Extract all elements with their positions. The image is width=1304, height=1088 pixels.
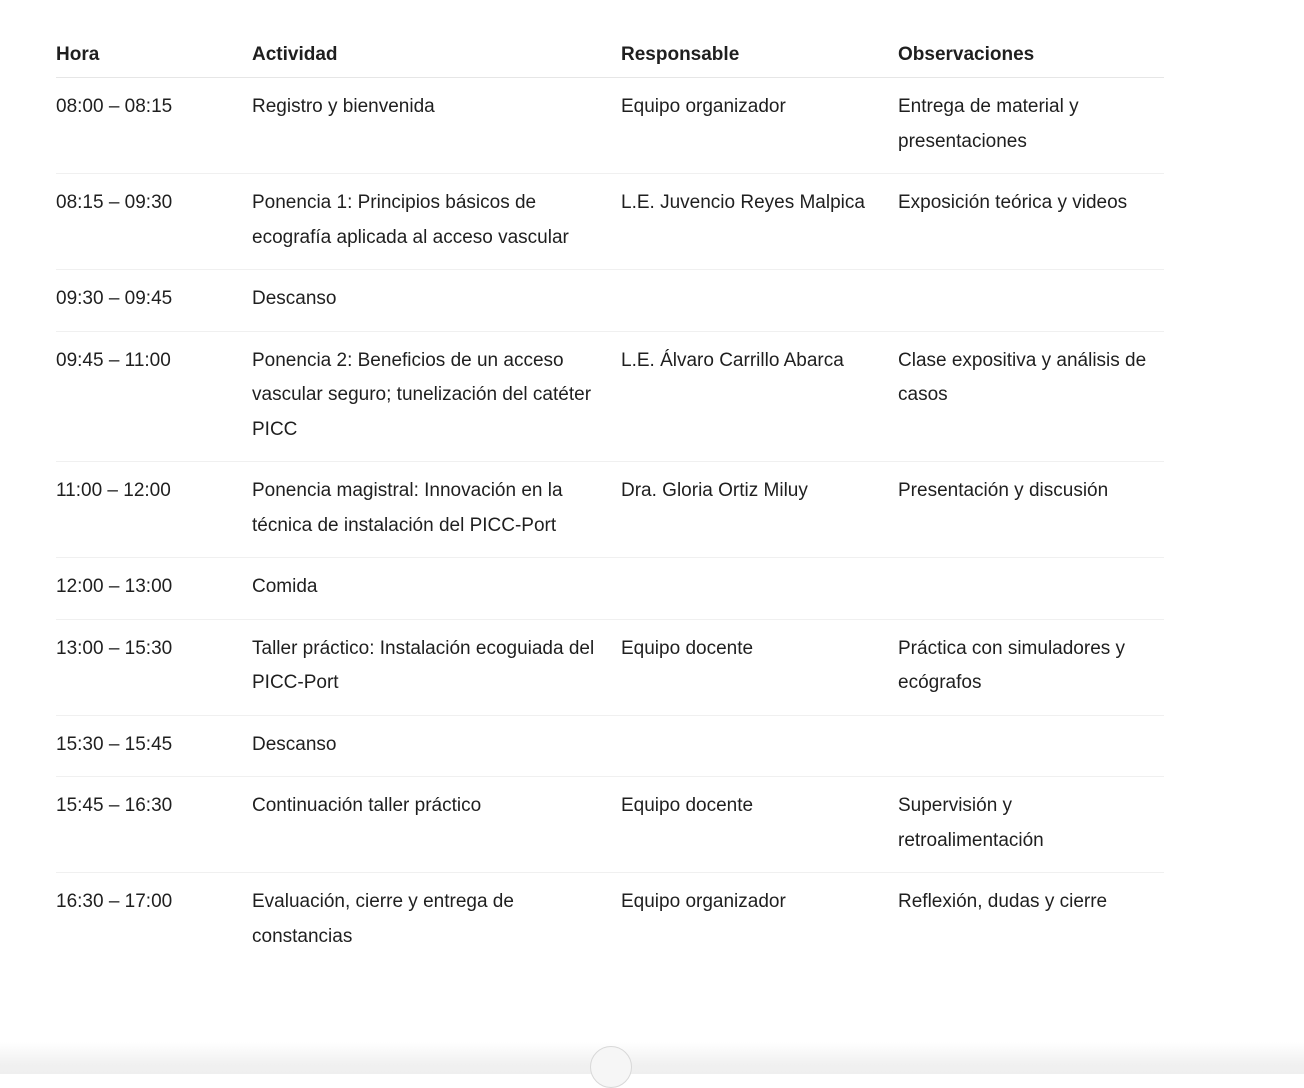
cell-observaciones: Presentación y discusión: [898, 462, 1164, 558]
cell-observaciones: Supervisión y retroalimentación: [898, 777, 1164, 873]
table-row: [56, 462, 1164, 558]
scroll-to-bottom-button[interactable]: [590, 1046, 632, 1088]
cell-actividad: Descanso: [252, 270, 621, 332]
table-row: [56, 558, 1164, 620]
cell-observaciones: Práctica con simuladores y ecógrafos: [898, 619, 1164, 715]
cell-hora: 11:00 – 12:00: [56, 462, 252, 558]
cell-hora: 09:30 – 09:45: [56, 270, 252, 332]
header-hora: Hora: [56, 36, 252, 78]
table-row: [56, 331, 1164, 462]
table-row: [56, 270, 1164, 332]
table-row: [56, 78, 1164, 174]
header-observaciones: Observaciones: [898, 36, 1164, 78]
cell-actividad: Continuación taller práctico: [252, 777, 621, 873]
cell-hora: 12:00 – 13:00: [56, 558, 252, 620]
cell-actividad: Ponencia 1: Principios básicos de ecografía aplicada al acceso vascular: [252, 174, 621, 270]
cell-actividad: Descanso: [252, 715, 621, 777]
cell-actividad: Registro y bienvenida: [252, 78, 621, 174]
table-header: [56, 36, 1164, 78]
cell-responsable: Equipo organizador: [621, 78, 898, 174]
cell-responsable: Dra. Gloria Ortiz Miluy: [621, 462, 898, 558]
cell-actividad: Evaluación, cierre y entrega de constancias: [252, 891, 514, 947]
cell-hora: 13:00 – 15:30: [56, 619, 252, 715]
cell-responsable: [621, 715, 898, 777]
cell-actividad: Ponencia magistral: Innovación en la técnica de instalación del PICC-Port: [252, 462, 621, 558]
table-row: [56, 174, 1164, 270]
cell-hora: 15:30 – 15:45: [56, 715, 252, 777]
cell-observaciones: [898, 558, 1164, 620]
cell-observaciones: [898, 270, 1164, 332]
cell-responsable: L.E. Álvaro Carrillo Abarca: [621, 331, 898, 462]
cell-hora: 08:00 – 08:15: [56, 78, 252, 174]
cell-hora: 16:30 – 17:00: [56, 891, 173, 912]
cell-responsable: Equipo organizador: [621, 891, 786, 912]
cell-observaciones: Entrega de material y presentaciones: [898, 78, 1164, 174]
header-actividad: Actividad: [252, 36, 621, 78]
table-body: [56, 78, 1164, 969]
header-responsable: Responsable: [621, 36, 898, 78]
table-row: [56, 715, 1164, 777]
cell-responsable: Equipo docente: [621, 619, 898, 715]
table-row: [56, 873, 1164, 969]
header-row: [56, 36, 1164, 78]
cell-observaciones: Reflexión, dudas y cierre: [898, 891, 1108, 912]
cell-responsable: [621, 270, 898, 332]
cell-hora: 09:45 – 11:00: [56, 331, 252, 462]
cell-observaciones: Exposición teórica y videos: [898, 174, 1164, 270]
cell-observaciones: Clase expositiva y análisis de casos: [898, 331, 1164, 462]
cell-hora: 08:15 – 09:30: [56, 174, 252, 270]
cell-responsable: [621, 558, 898, 620]
cell-observaciones: [898, 715, 1164, 777]
cell-actividad: Comida: [252, 558, 621, 620]
cell-actividad: Ponencia 2: Beneficios de un acceso vascular seguro; tunelización del catéter PICC: [252, 331, 621, 462]
bottom-fade: [0, 1042, 1304, 1074]
table-row: [56, 777, 1164, 873]
cell-responsable: L.E. Juvencio Reyes Malpica: [621, 174, 898, 270]
cell-actividad: Taller práctico: Instalación ecoguiada del PICC-Port: [252, 619, 621, 715]
schedule-table: [56, 36, 1164, 968]
table-row: [56, 619, 1164, 715]
cell-responsable: Equipo docente: [621, 777, 898, 873]
cell-hora: 15:45 – 16:30: [56, 777, 252, 873]
